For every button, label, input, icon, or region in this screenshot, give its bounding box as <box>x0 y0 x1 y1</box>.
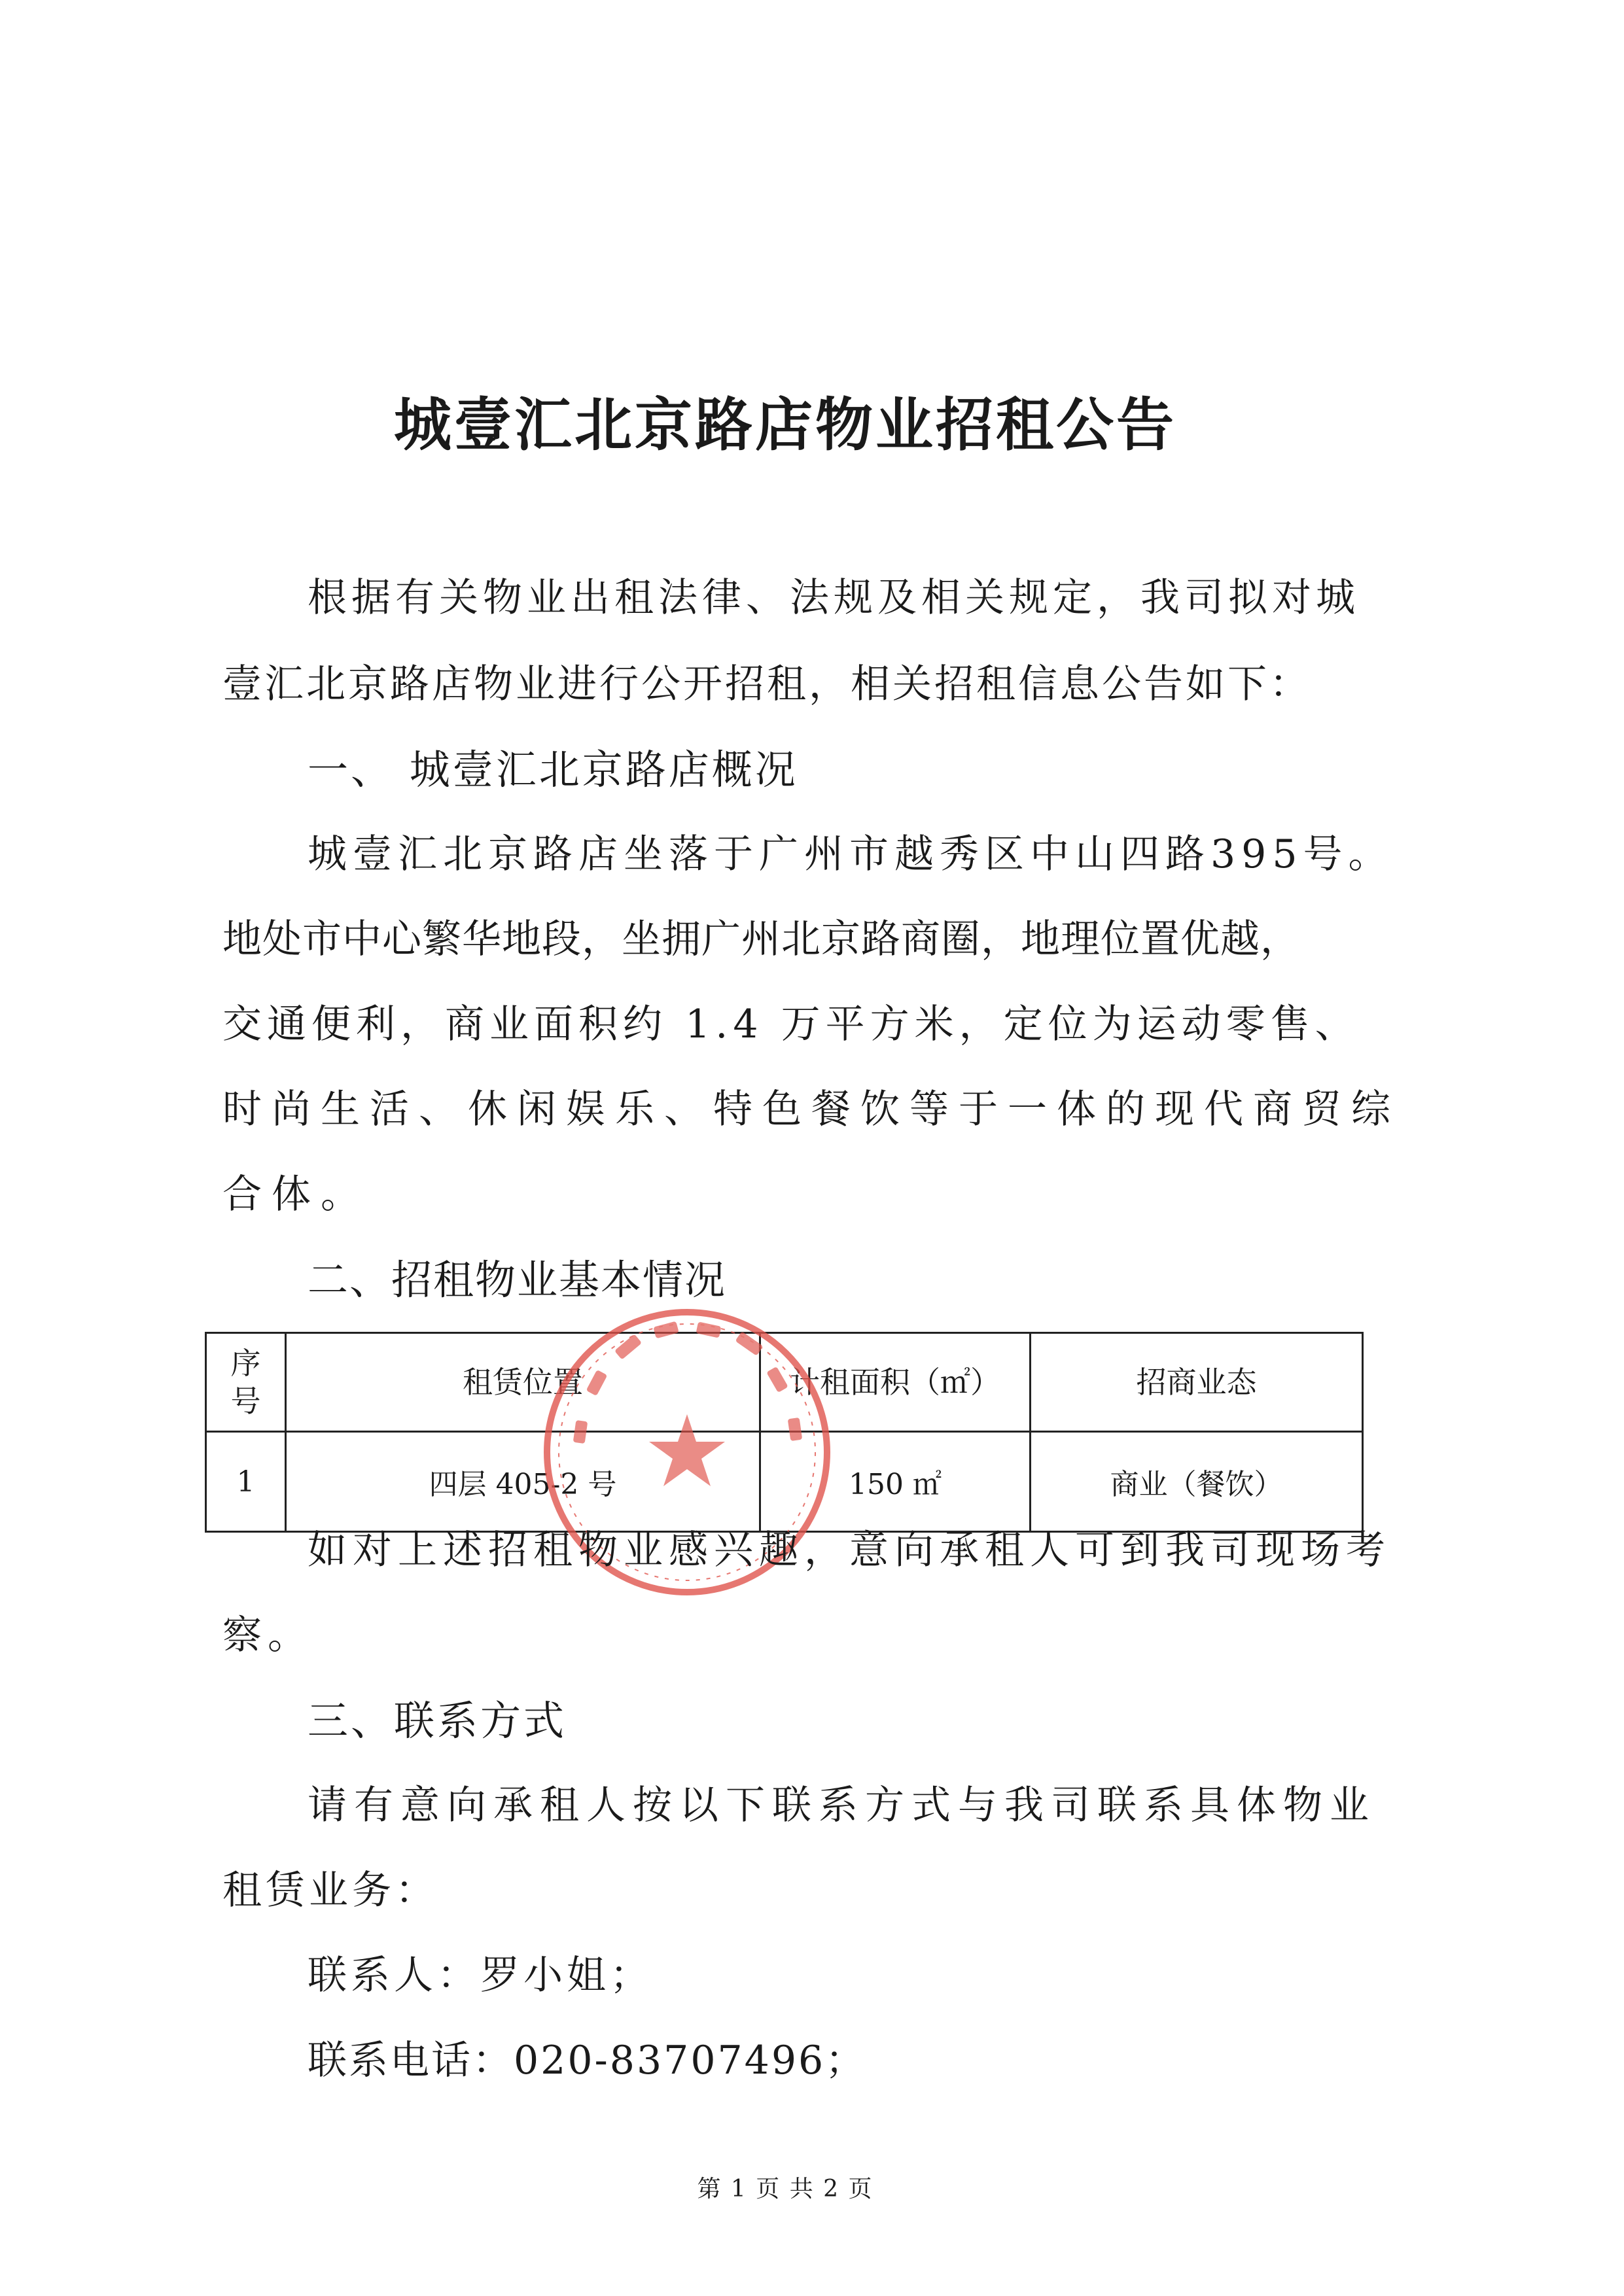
contact-person: 联系人：罗小姐； <box>308 1953 653 1998</box>
table-header-cell: 计租面积（㎡） <box>760 1333 1031 1432</box>
table-cell: 商业（餐饮） <box>1031 1432 1363 1532</box>
section-1-line-1: 城壹汇北京路店坐落于广州市越秀区中山四路395号。 <box>308 831 1394 877</box>
section-3-line-1: 请有意向承租人按以下联系方式与我司联系具体物业 <box>308 1783 1376 1828</box>
section-3-line-2: 租赁业务： <box>222 1868 438 1913</box>
section-2-heading: 二、招租物业基本情况 <box>308 1256 727 1304</box>
section-2-after-line-2: 察。 <box>222 1612 313 1658</box>
table-header-cell: 序号 <box>206 1333 286 1432</box>
section-1-line-3: 交通便利，商业面积约 1.4 万平方米，定位为运动零售、 <box>222 1001 1360 1047</box>
table-row <box>206 1432 1363 1532</box>
table-header-cell: 租赁位置 <box>286 1333 760 1432</box>
property-table <box>205 1332 1364 1533</box>
table-header-row <box>206 1333 1363 1432</box>
intro-line-1: 根据有关物业出租法律、法规及相关规定，我司拟对城 <box>308 575 1360 621</box>
table-cell: 150 ㎡ <box>760 1432 1031 1532</box>
section-1-line-2: 地处市中心繁华地段，坐拥广州北京路商圈，地理位置优越， <box>222 916 1300 962</box>
section-1-line-5: 合体。 <box>222 1172 370 1217</box>
section-2-after-line-1: 如对上述招租物业感兴趣，意向承租人可到我司现场考 <box>308 1527 1391 1573</box>
section-1-heading: 一、 城壹汇北京路店概况 <box>308 746 798 793</box>
page-footer: 第 1 页 共 2 页 <box>697 2176 874 2202</box>
table-header-cell: 招商业态 <box>1031 1333 1363 1432</box>
section-1-line-4: 时尚生活、休闲娱乐、特色餐饮等于一体的现代商贸综 <box>222 1087 1400 1132</box>
table-cell: 四层 405-2 号 <box>286 1432 760 1532</box>
contact-phone: 联系电话：020-83707496； <box>308 2038 867 2083</box>
document-title: 城壹汇北京路店物业招租公告 <box>393 391 1176 459</box>
section-3-heading: 三、联系方式 <box>308 1697 567 1745</box>
table-cell: 1 <box>206 1432 286 1532</box>
intro-line-2: 壹汇北京路店物业进行公开招租，相关招租信息公告如下： <box>222 661 1311 707</box>
